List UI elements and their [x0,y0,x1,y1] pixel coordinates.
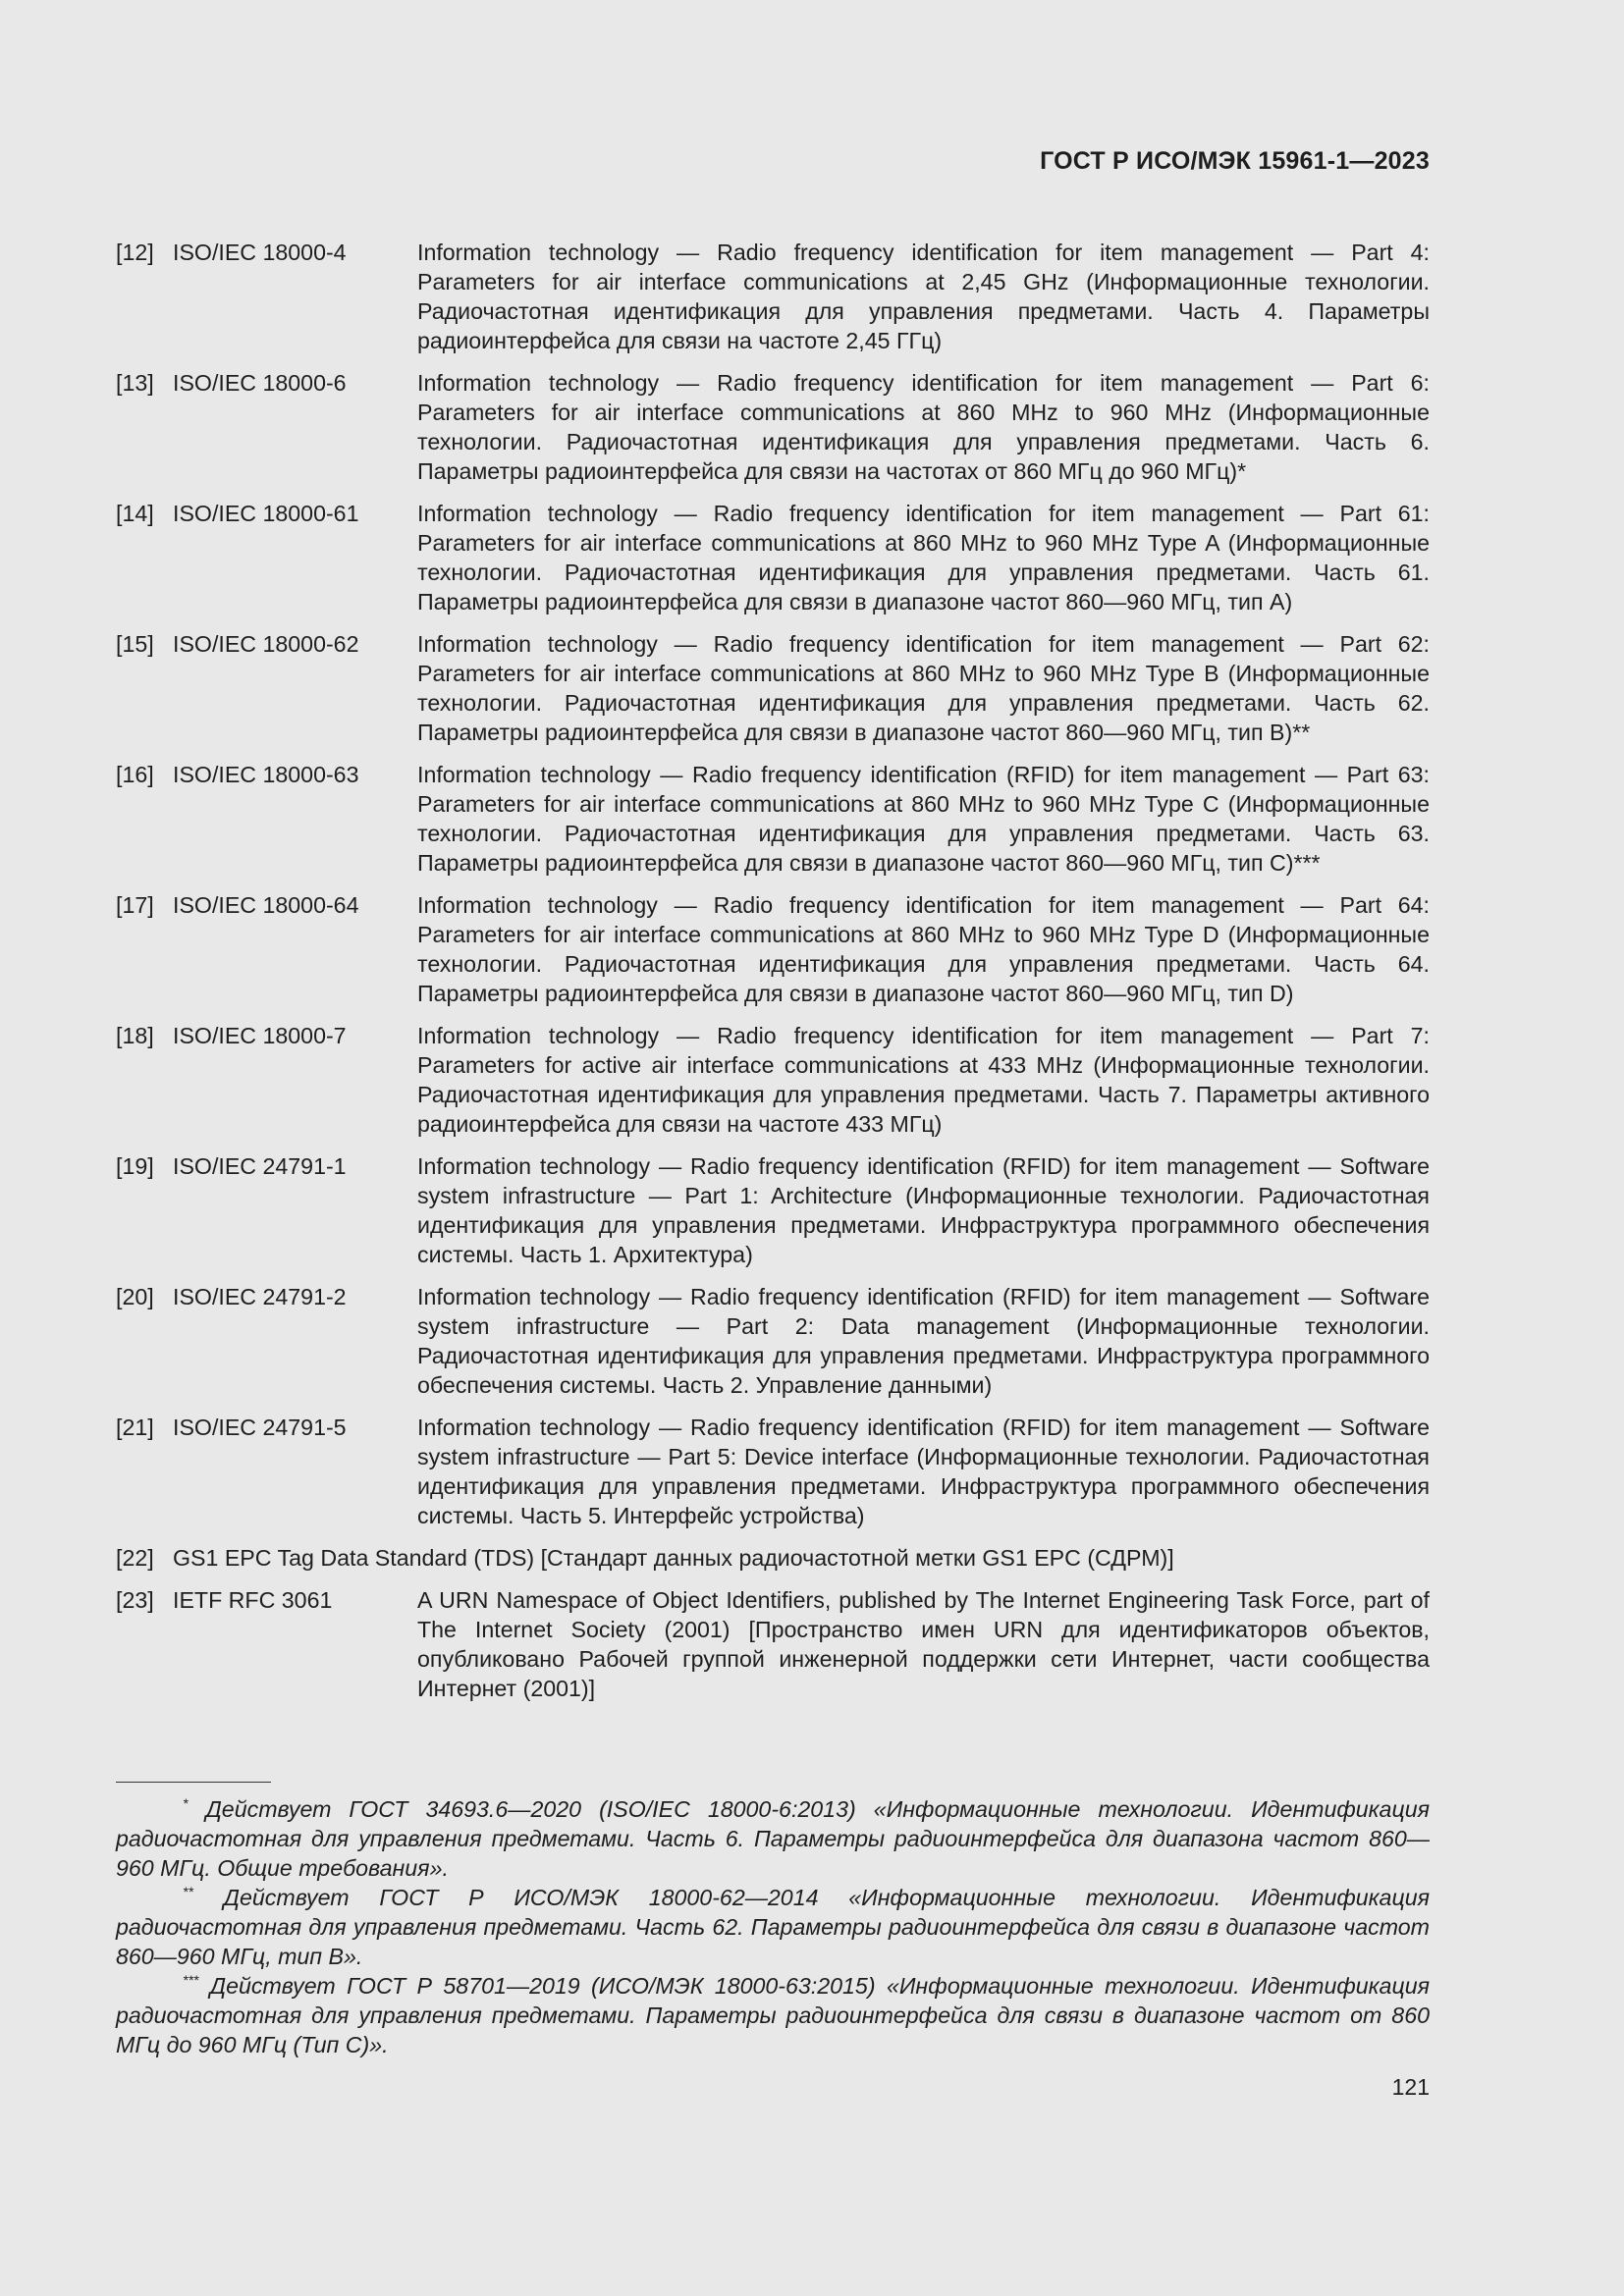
footnote-divider [116,1782,271,1783]
reference-number: [23] [116,1587,154,1613]
reference-description: Information technology — Radio frequency identification (RFID) for item management — Software system infrastructure — Part 5: Device interface (Информационные технологии. Радиочастотная идентификация для управления предметами. Инфраструктура программного обеспечения системы. Часть 5. Интерфейс устройства) [417,1415,1430,1528]
footnote-mark: *** [183,1972,199,1988]
reference-item-21 [116,1413,1430,1530]
reference-description: Information technology — Radio frequency identification for item management — Part 62: Parameters for air interface communications at 860 MHz to 960 MHz Type B (Информационные технологии. Радиочастотная идентификация для управления предметами. Часть 62. Параметры радиоинтерфейса для связи в диапазоне частот 860—960 МГц, тип В)** [417,631,1430,745]
reference-number: [13] [116,370,154,396]
reference-code: ISO/IEC 18000-62 [173,631,359,657]
reference-item-18 [116,1021,1430,1139]
reference-item-15 [116,629,1430,747]
reference-description: Information technology — Radio frequency identification for item management — Part 7: Parameters for active air interface communications at 433 MHz (Информационные технологии. Радиочастотная идентификация для управления предметами. Часть 7. Параметры активного радиоинтерфейса для связи на частоте 433 МГц) [417,1023,1430,1137]
reference-item-12 [116,238,1430,355]
footnote-mark: ** [183,1884,193,1899]
reference-item-16 [116,760,1430,878]
footnote-3 [116,1971,1430,2059]
footnote-mark: * [183,1795,189,1811]
footnote-text: Действует ГОСТ Р 58701—2019 (ИСО/МЭК 18000-63:2015) «Информационные технологии. Идентификация радиочастотная для управления предметами. Параметры радиоинтерфейса для связи в диапазоне частот от 860 МГц до 960 МГц (Тип С)». [116,1973,1430,2057]
reference-description: Information technology — Radio frequency identification for item management — Part 64: Parameters for air interface communications at 860 MHz to 960 MHz Type D (Информационные технологии. Радиочастотная идентификация для управления предметами. Часть 64. Параметры радиоинтерфейса для связи в диапазоне частот 860—960 МГц, тип D) [417,892,1430,1006]
reference-number: [18] [116,1023,154,1048]
reference-item-19 [116,1151,1430,1269]
reference-code: ISO/IEC 18000-6 [173,370,347,396]
reference-code: ISO/IEC 24791-2 [173,1284,347,1309]
reference-description: Information technology — Radio frequency identification for item management — Part 4: Parameters for air interface communications at 2,45 GHz (Информационные технологии. Радиочастотная идентификация для управления предметами. Часть 4. Параметры радиоинтерфейса для связи на частоте 2,45 ГГц) [417,240,1430,353]
reference-item-22 [116,1543,1430,1573]
page-number: 121 [1391,2074,1430,2100]
reference-item-20 [116,1282,1430,1400]
reference-number: [15] [116,631,154,657]
reference-description: Information technology — Radio frequency identification (RFID) for item management — Part 63: Parameters for air interface communications at 860 MHz to 960 MHz Type C (Информационные технологии. Радиочастотная идентификация для управления предметами. Часть 63. Параметры радиоинтерфейса для связи в диапазоне частот 860—960 МГц, тип С)*** [417,762,1430,876]
reference-code: ISO/IEC 18000-4 [173,240,347,265]
reference-code: ISO/IEC 18000-61 [173,501,359,526]
reference-description: A URN Namespace of Object Identifiers, published by The Internet Engineering Task Force, part of The Internet Society (2001) [Пространство имен URN для идентификаторов объектов, опубликовано Рабочей группой инженерной поддержки сети Интернет, части сообщества Интернет (2001)] [417,1587,1430,1701]
reference-item-17 [116,890,1430,1008]
reference-description: Information technology — Radio frequency identification for item management — Part 61: Parameters for air interface communications at 860 MHz to 960 MHz Type A (Информационные технологии. Радиочастотная идентификация для управления предметами. Часть 61. Параметры радиоинтерфейса для связи в диапазоне частот 860—960 МГц, тип А) [417,501,1430,614]
bibliography-list [116,238,1430,1716]
reference-code: ISO/IEC 24791-5 [173,1415,347,1440]
reference-description: Information technology — Radio frequency identification for item management — Part 6: Parameters for air interface communications at 860 MHz to 960 MHz (Информационные технологии. Радиочастотная идентификация для управления предметами. Часть 6. Параметры радиоинтерфейса для связи на частотах от 860 МГц до 960 МГц)* [417,370,1430,484]
reference-number: [19] [116,1153,154,1179]
reference-number: [21] [116,1415,154,1440]
document-header: ГОСТ Р ИСО/МЭК 15961-1—2023 [1040,147,1430,175]
footnotes [116,1782,1430,2059]
reference-item-14 [116,499,1430,616]
reference-code: GS1 EPC Tag Data Standard (TDS) [Стандарт данных радиочастотной метки GS1 EPC (СДРМ)] [173,1545,1174,1571]
reference-item-23 [116,1585,1430,1703]
reference-code: IETF RFC 3061 [173,1587,333,1613]
reference-number: [12] [116,240,154,265]
reference-number: [14] [116,501,154,526]
reference-code: ISO/IEC 18000-64 [173,892,359,918]
reference-code: ISO/IEC 18000-63 [173,762,359,787]
reference-code: ISO/IEC 24791-1 [173,1153,347,1179]
reference-code: ISO/IEC 18000-7 [173,1023,347,1048]
reference-number: [17] [116,892,154,918]
footnote-text: Действует ГОСТ 34693.6—2020 (ISO/IEC 18000-6:2013) «Информационные технологии. Идентификация радиочастотная для управления предметами. Часть 6. Параметры радиоинтерфейса для диапазона частот 860—960 МГц. Общие требования». [116,1796,1430,1881]
footnote-2 [116,1883,1430,1971]
reference-number: [22] [116,1545,154,1571]
reference-item-13 [116,368,1430,486]
reference-number: [20] [116,1284,154,1309]
footnote-1 [116,1794,1430,1883]
footnote-text: Действует ГОСТ Р ИСО/МЭК 18000-62—2014 «Информационные технологии. Идентификация радиочастотная для управления предметами. Часть 62. Параметры радиоинтерфейса для связи в диапазоне частот 860—960 МГц, тип В». [116,1885,1430,1969]
reference-description: Information technology — Radio frequency identification (RFID) for item management — Software system infrastructure — Part 2: Data management (Информационные технологии. Радиочастотная идентификация для управления предметами. Инфраструктура программного обеспечения системы. Часть 2. Управление данными) [417,1284,1430,1398]
reference-number: [16] [116,762,154,787]
reference-description: Information technology — Radio frequency identification (RFID) for item management — Software system infrastructure — Part 1: Architecture (Информационные технологии. Радиочастотная идентификация для управления предметами. Инфраструктура программного обеспечения системы. Часть 1. Архитектура) [417,1153,1430,1267]
